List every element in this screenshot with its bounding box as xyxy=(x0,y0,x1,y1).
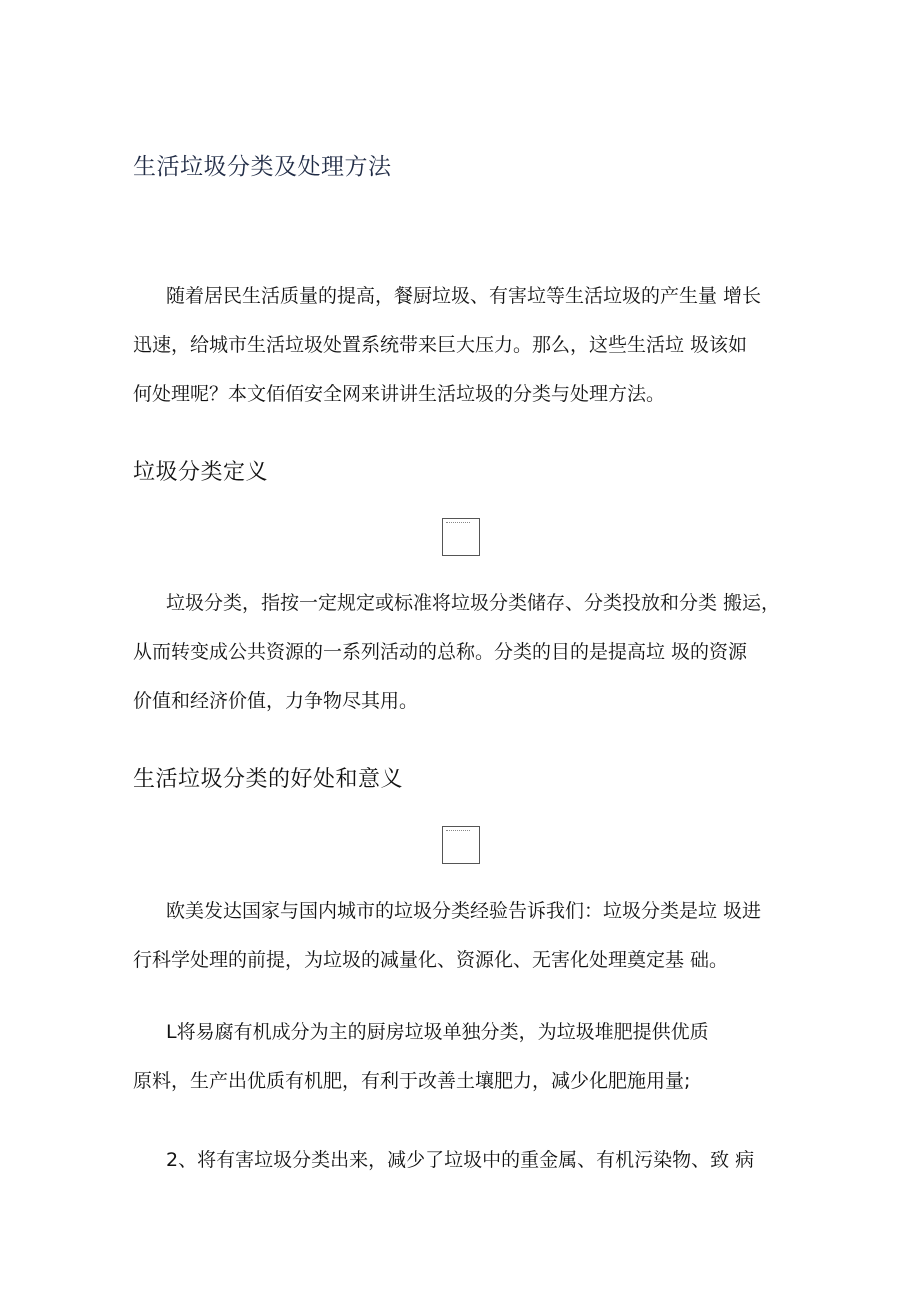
image-placeholder-1 xyxy=(442,518,480,556)
benefits-paragraph-2 xyxy=(133,1008,793,1106)
intro-line-3: 何处理呢？本文佰佰安全网来讲讲生活垃圾的分类与处理方法。 xyxy=(133,383,666,405)
benefits-p1-line-1: 欧美发达国家与国内城市的垃圾分类经验告诉我们：垃圾分类是垃 圾进 xyxy=(166,900,762,922)
benefits-p3-line-1: 2、将有害垃圾分类出来，减少了垃圾中的重金属、有机污染物、致 病 xyxy=(166,1149,755,1171)
definition-line-2: 从而转变成公共资源的一系列活动的总称。分类的目的是提高垃 圾的资源 xyxy=(133,641,748,663)
benefits-p2-line-1: L将易腐有机成分为主的厨房垃圾单独分类，为垃圾堆肥提供优质 xyxy=(166,1021,709,1043)
definition-line-1: 垃圾分类，指按一定规定或标准将垃圾分类储存、分类投放和分类 搬运， xyxy=(166,592,781,614)
intro-line-1: 随着居民生活质量的提高，餐厨垃圾、有害垃等生活垃圾的产生量 增长 xyxy=(166,285,762,307)
section-heading-benefits: 生活垃圾分类的好处和意义 xyxy=(133,767,404,792)
image-placeholder-2 xyxy=(442,826,480,864)
benefits-paragraph-3 xyxy=(133,1136,793,1185)
definition-line-3: 价值和经济价值，力争物尽其用。 xyxy=(133,690,419,712)
section-heading-definition: 垃圾分类定义 xyxy=(133,460,269,485)
benefits-p1-line-2: 行科学处理的前提，为垃圾的减量化、资源化、无害化处理奠定基 础。 xyxy=(133,949,729,971)
intro-line-2: 迅速，给城市生活垃圾处置系统带来巨大压力。那么，这些生活垃 圾该如 xyxy=(133,334,748,356)
benefits-p2-line-2: 原料，生产出优质有机肥，有利于改善土壤肥力，减少化肥施用量; xyxy=(133,1070,691,1092)
intro-paragraph xyxy=(133,272,793,419)
document-title: 生活垃圾分类及处理方法 xyxy=(133,154,392,180)
benefits-paragraph-1 xyxy=(133,887,793,985)
definition-paragraph xyxy=(133,579,793,726)
